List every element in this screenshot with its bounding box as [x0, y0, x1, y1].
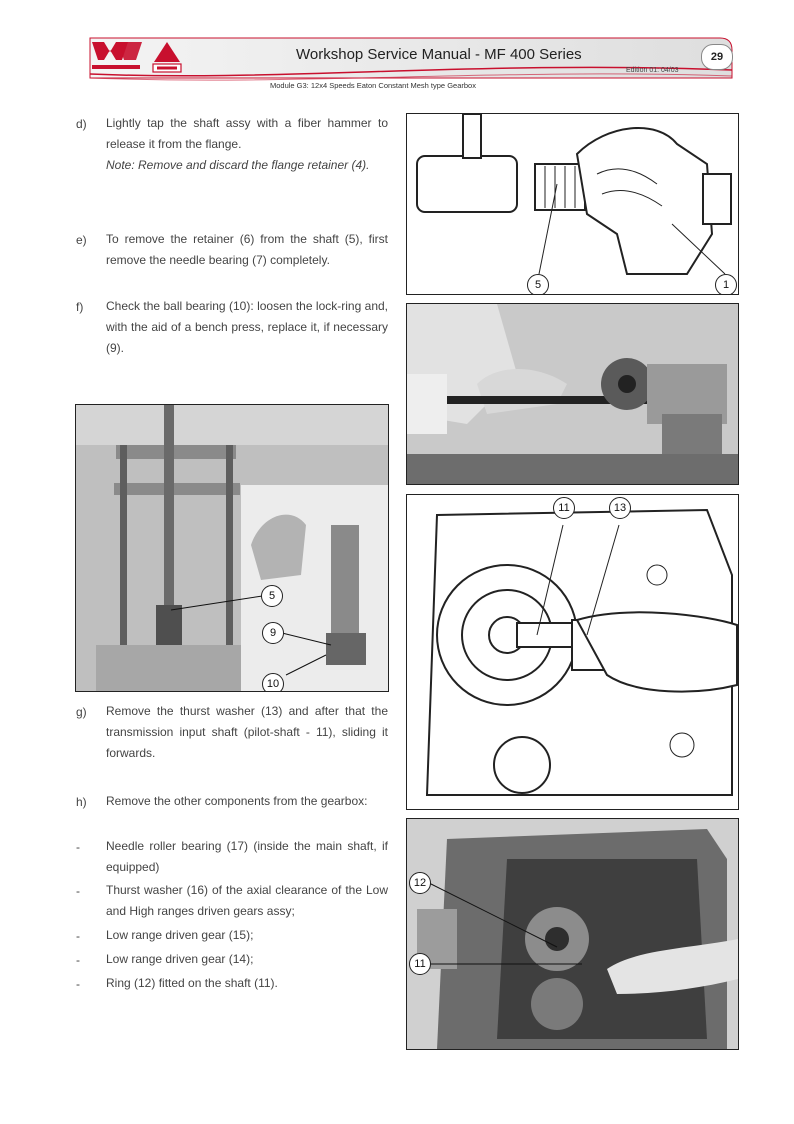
vise-photo-image: [407, 304, 738, 484]
step-d-label: d): [76, 117, 87, 131]
callout-11: 11: [409, 953, 431, 975]
bullet-item: Low range driven gear (15);: [106, 928, 254, 942]
bullet-item: Ring (12) fitted on the shaft (11).: [106, 976, 278, 990]
agco-logo: [150, 40, 184, 74]
figure-hammer-shaft: [406, 113, 739, 295]
bullet-item: Low range driven gear (14);: [106, 952, 254, 966]
massey-ferguson-logo: [88, 38, 146, 74]
bullet-dash: -: [76, 929, 80, 943]
step-g-label: g): [76, 705, 87, 719]
step-g-text: Remove the thurst washer (13) and after that the transmission input shaft (pilot-shaft - 11), sliding it forwards.: [106, 704, 388, 760]
step-f-text: Check the ball bearing (10): loosen the lock-ring and, with the aid of a bench press, replace it, if necessary (9).: [106, 299, 388, 355]
housing-photo-image: [407, 819, 738, 1049]
figure-press-photo: [75, 404, 389, 692]
step-e-text: To remove the retainer (6) from the shaft (5), first remove the needle bearing (7) completely.: [106, 232, 388, 267]
callout-10: 10: [262, 673, 284, 692]
callout-5: 5: [261, 585, 283, 607]
page-title: Workshop Service Manual - MF 400 Series: [296, 46, 582, 63]
callout-9: 9: [262, 622, 284, 644]
page-number: 29: [701, 44, 733, 70]
bullet-item: Needle roller bearing (17) (inside the main shaft, if equipped): [106, 839, 388, 874]
step-d-text: [106, 113, 388, 176]
step-h-text: Remove the other components from the gearbox:: [106, 794, 368, 808]
figure-vise-photo: [406, 303, 739, 485]
bullet-dash: -: [76, 884, 80, 898]
bullet-dash: -: [76, 840, 80, 854]
gearbox-line-drawing: [407, 495, 738, 809]
module-subtitle: Module G3: 12x4 Speeds Eaton Constant Mesh type Gearbox: [270, 81, 476, 90]
figure-gearbox-drawing: [406, 494, 739, 810]
hammer-shaft-drawing: [407, 114, 738, 294]
bullet-item: Thurst washer (16) of the axial clearance of the Low and High ranges driven gears assy;: [106, 883, 388, 918]
bullet-dash: -: [76, 977, 80, 991]
step-f-label: f): [76, 300, 84, 314]
callout-1: 1: [715, 274, 737, 295]
edition-label: Edition 01: 04/03: [626, 67, 679, 74]
step-d-body: Lightly tap the shaft assy with a fiber hammer to release it from the flange.: [106, 116, 388, 151]
callout-13: 13: [609, 497, 631, 519]
callout-5: 5: [527, 274, 549, 295]
figure-housing-photo: [406, 818, 739, 1050]
callout-11: 11: [553, 497, 575, 519]
press-photo-image: [76, 405, 388, 691]
bullet-dash: -: [76, 953, 80, 967]
step-e-label: e): [76, 233, 87, 247]
callout-12: 12: [409, 872, 431, 894]
step-d-note: Note: Remove and discard the flange retainer (4).: [106, 158, 370, 172]
step-h-label: h): [76, 795, 87, 809]
